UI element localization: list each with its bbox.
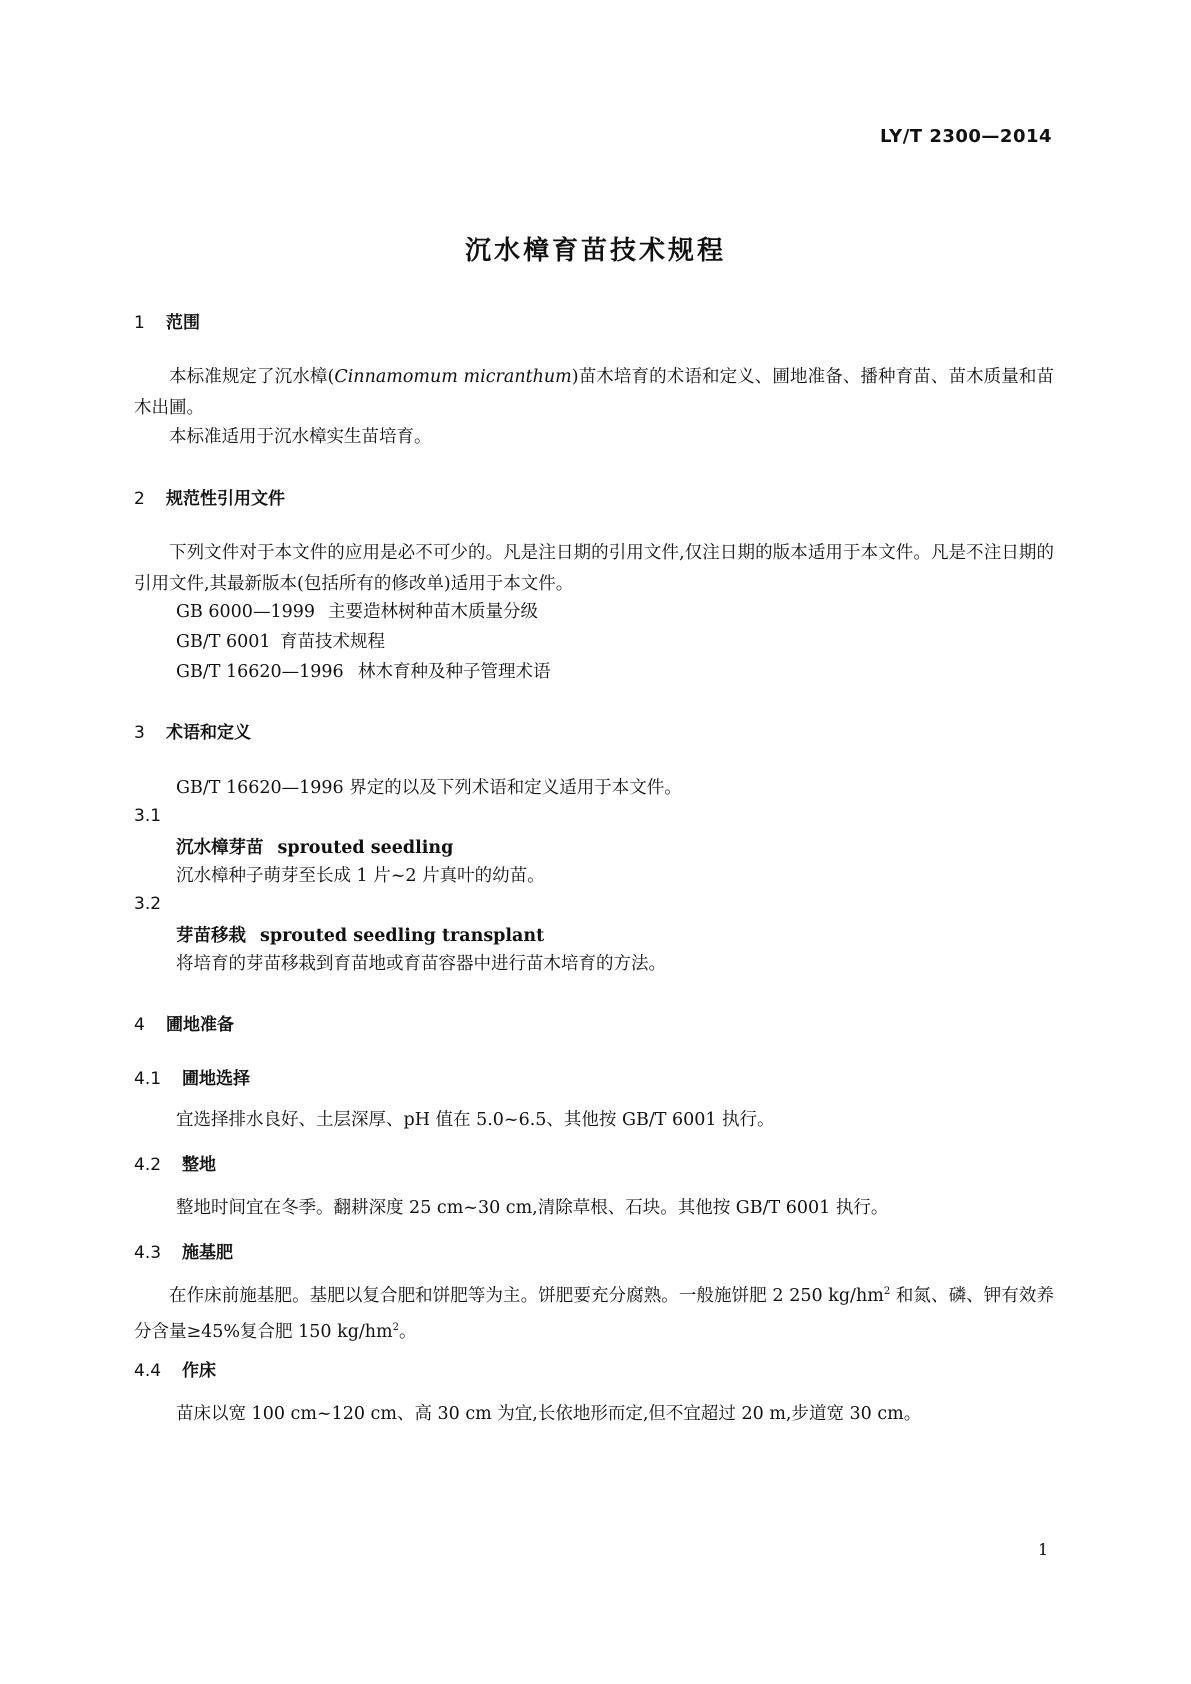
reference-code: GB/T 6001: [176, 632, 271, 652]
superscript: 2: [392, 1321, 400, 1333]
term-en: sprouted seedling transplant: [260, 926, 545, 946]
section-number: 4: [134, 1015, 145, 1035]
superscript: 2: [883, 1286, 891, 1297]
section-title: 圃地准备: [166, 1015, 234, 1035]
section-number: 1: [134, 313, 145, 333]
subsection-text: 苗床以宽 100 cm~120 cm、高 30 cm 为宜,长依地形而定,但不宜超过 20 m,步道宽 30 cm。: [176, 1404, 922, 1424]
term-en: sprouted seedling: [277, 838, 454, 858]
subsection-text: 宜选择排水良好、土层深厚、pH 值在 5.0~6.5、其他按 GB/T 6001 执行。: [176, 1110, 775, 1130]
term-zh: 芽苗移栽: [176, 926, 246, 946]
text: )苗木培育的术语和定义、圃地准备、播种育苗、苗木质量和苗木出圃。: [134, 367, 1055, 418]
term-heading: [176, 922, 544, 947]
subsection-title: 整地: [182, 1155, 216, 1175]
text: 和氮、磷、钾有效养分含量≥45%复合肥 150 kg/hm: [134, 1285, 1055, 1342]
section-3-heading: [134, 718, 251, 743]
section-title: 范围: [166, 313, 200, 333]
section-title: 术语和定义: [166, 723, 251, 743]
standard-code: LY/T 2300—2014: [880, 126, 1053, 147]
subsection-4-4-heading: [134, 1356, 216, 1381]
reference-item: [176, 628, 385, 653]
section-1-heading: [134, 308, 200, 333]
reference-title: 主要造林树种苗木质量分级: [328, 602, 538, 622]
term-heading: [176, 834, 453, 859]
section-number: 3: [134, 723, 145, 743]
reference-title: 育苗技术规程: [280, 632, 385, 652]
scope-paragraph-2: 本标准适用于沉水樟实生苗培育。: [169, 427, 432, 447]
subsection-number: 4.2: [134, 1155, 162, 1175]
subsection-4-1-heading: [134, 1064, 250, 1089]
subsection-4-3-heading: [134, 1238, 233, 1263]
references-intro: 下列文件对于本文件的应用是必不可少的。凡是注日期的引用文件,仅注日期的版本适用于本文件。凡是不注日期的引用文件,其最新版本(包括所有的修改单)适用于本文件。: [134, 543, 1054, 594]
scope-paragraph-1: [134, 362, 1054, 424]
subsection-title: 作床: [182, 1361, 216, 1381]
reference-item: [176, 598, 538, 623]
terms-intro: GB/T 16620—1996 界定的以及下列术语和定义适用于本文件。: [176, 778, 682, 798]
subsection-text: 整地时间宜在冬季。翻耕深度 25 cm~30 cm,清除草根、石块。其他按 GB/T 6001 执行。: [176, 1198, 889, 1218]
subsection-text: [134, 1276, 1054, 1348]
text: 在作床前施基肥。基肥以复合肥和饼肥等为主。饼肥要充分腐熟。一般施饼肥 2 250 kg/hm: [169, 1285, 884, 1306]
subsection-number: 4.1: [134, 1069, 162, 1089]
reference-title: 林木育种及种子管理术语: [358, 662, 551, 682]
latin-name: Cinnamomum micranthum: [334, 367, 572, 387]
page-number: 1: [1038, 1540, 1049, 1559]
reference-item: [176, 658, 551, 683]
term-definition: 沉水樟种子萌芽至长成 1 片~2 片真叶的幼苗。: [176, 866, 545, 886]
reference-code: GB/T 16620—1996: [176, 662, 344, 682]
subsection-number: 4.3: [134, 1243, 162, 1263]
section-number: 2: [134, 489, 145, 509]
term-definition: 将培育的芽苗移栽到育苗地或育苗容器中进行苗木培育的方法。: [176, 954, 666, 974]
term-zh: 沉水樟芽苗: [176, 838, 264, 858]
section-title: 规范性引用文件: [166, 489, 285, 509]
text: 本标准规定了沉水樟(: [169, 367, 335, 387]
document-title: 沉水樟育苗技术规程: [464, 236, 726, 266]
subsection-4-2-heading: [134, 1150, 216, 1175]
reference-code: GB 6000—1999: [176, 602, 315, 622]
term-number: 3.2: [134, 894, 162, 914]
subsection-title: 施基肥: [182, 1243, 233, 1263]
section-2-heading: [134, 484, 285, 509]
subsection-number: 4.4: [134, 1361, 162, 1381]
section-4-heading: [134, 1010, 234, 1035]
text: 。: [399, 1321, 417, 1342]
subsection-title: 圃地选择: [182, 1069, 250, 1089]
term-number: 3.1: [134, 806, 162, 826]
